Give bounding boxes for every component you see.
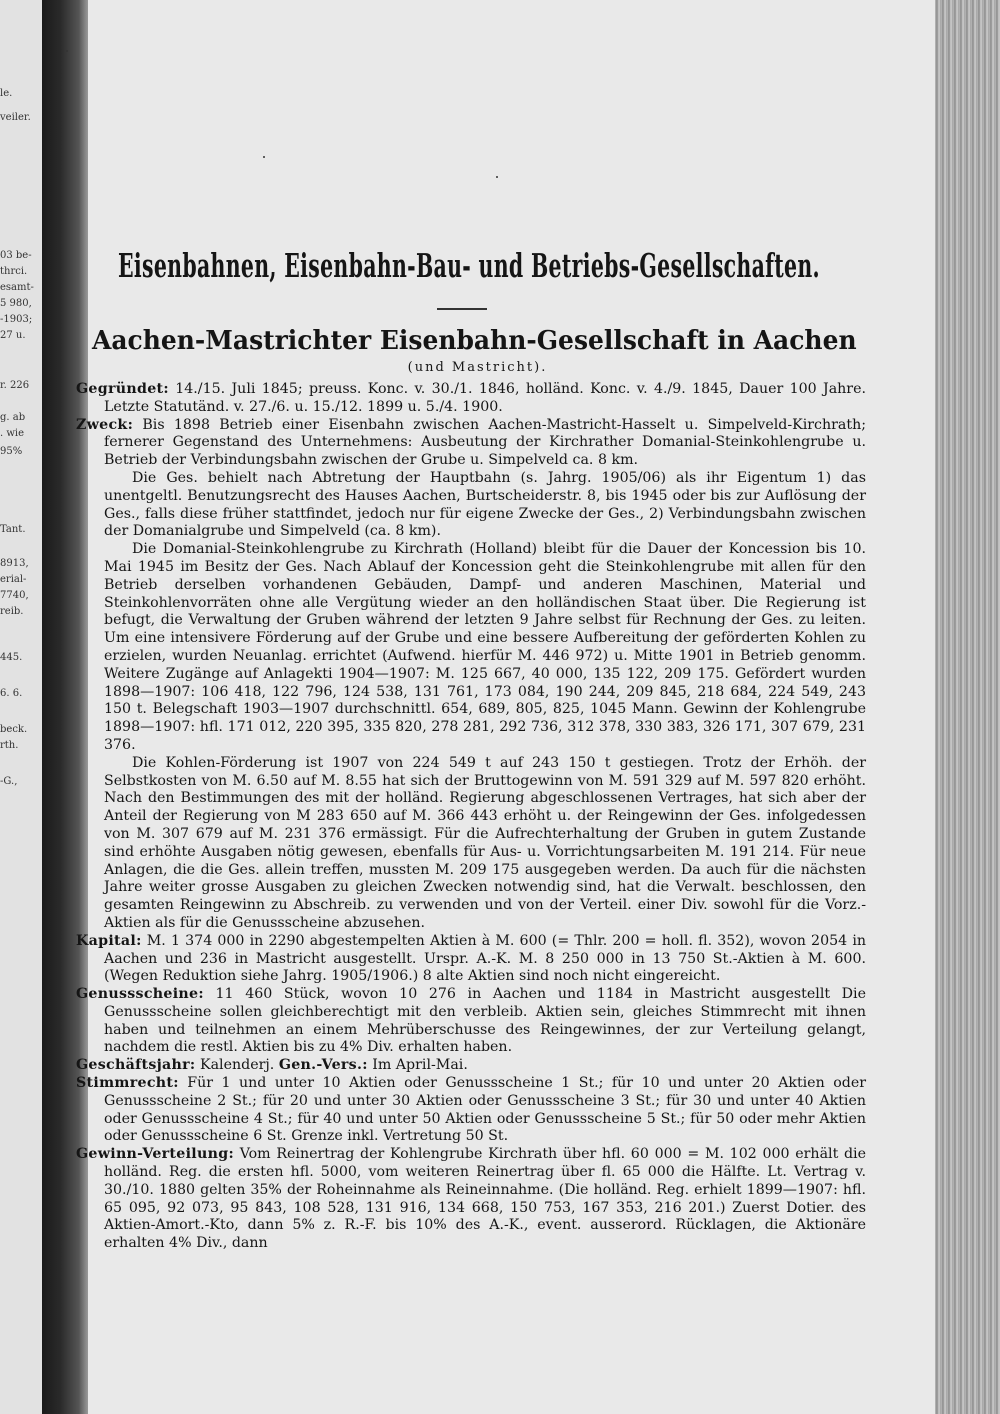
entry-paragraph xyxy=(76,1075,866,1146)
paragraph-label: Gen.-Vers.: xyxy=(278,1057,368,1074)
paragraph-label: Zweck: xyxy=(76,416,134,433)
paragraph-text: Die Kohlen-Förderung ist 1907 von 224 549 t auf 243 150 t gestiegen. Trotz der Erhöh. der Selbstkosten von M. 6.50 auf M. 8.55 hat sich der Bruttogewinn von M. 591 329 auf M. 597 820 erhöht. Nach den Bestimmungen des mit der holländ. Regierung abgeschlossenen Vertrages, hat sich aber der Anteil der Regierung von M 283 650 auf M. 366 443 erhöht u. der Reingewinn der Ges. infolgedessen von M. 307 679 auf M. 231 376 ermässigt. Für die Aufrechterhaltung der Gruben in gutem Zustande sind erhöhte Ausgaben nötig gewesen, ebenfalls für Aus- u. Vorrichtungsarbeiten M. 191 214. Für neue Anlagen, die die Ges. allein treffen, mussten M. 209 175 ausgegeben werden. Da auch für die nächsten Jahre weiter grosse Ausgaben zu gleichen Zwecken notwendig sind, hat die Verwalt. beschlossen, den gesamten Reingewinn zu Abschreib. zu verwenden und von der Verteil. einer Div. sowohl für die Vorz.-Aktien als für die Genussscheine abzusehen. xyxy=(104,754,866,931)
speck xyxy=(496,176,498,178)
entry-paragraph xyxy=(76,1146,866,1253)
page-edges xyxy=(935,0,1000,1414)
margin-fragment: Tant. xyxy=(0,524,26,535)
margin-fragment: 95% xyxy=(0,446,23,457)
paragraph-text: Die Ges. behielt nach Abtretung der Hauptbahn (s. Jahrg. 1905/06) als ihr Eigentum 1) das unentgeltl. Benutzungsrecht des Hauses Aachen, Burtscheiderstr. 8, bis 1945 oder bis zur Auflösung der Ges., falls diese früher stattfindet, jedoch nur für eigene Zwecke der Ges., 2) Verbindungsbahn zwischen der Domanialgrube und Simpelveld (ca. 8 km). xyxy=(104,469,866,540)
paragraph-text: Kalenderj. xyxy=(195,1057,279,1074)
company-subtitle: (und Mastricht). xyxy=(407,360,548,375)
margin-fragment: 03 be- xyxy=(0,250,32,261)
margin-fragment: esamt- xyxy=(0,282,34,293)
margin-fragment: beck. xyxy=(0,724,28,735)
company-title: Aachen-Mastrichter Eisenbahn-Gesellschaft in Aachen xyxy=(92,326,857,356)
paragraph-text: Im April-Mai. xyxy=(367,1057,468,1074)
paragraph-text: Die Domanial-Steinkohlengrube zu Kirchrath (Holland) bleibt für die Dauer der Koncession bis 10. Mai 1945 im Besitz der Ges. Nach Ablauf der Koncession geht die Steinkohlengrube mit allen für den Betrieb derselben vorhandenen Gebäuden, Dampf- und anderen Maschinen, Material und Steinkohlenvorräten ohne alle Vergütung wieder an den holländischen Staat über. Die Regierung ist befugt, die Verwaltung der Gruben während der letzten 9 Jahre selbst für Rechnung der Ges. zu leiten. Um eine intensivere Förderung auf der Grube und eine bessere Aufbereitung der geförderten Kohlen zu erzielen, wurden Neuanlag. errichtet (Aufwend. hierfür M. 446 972) u. Mitte 1901 in Betrieb genomm. Weitere Zugänge auf Anlagekti 1904—1907: M. 125 667, 40 000, 135 122, 209 175. Gefördert wurden 1898—1907: 106 418, 122 796, 124 538, 131 761, 173 084, 190 244, 209 845, 218 684, 224 549, 243 150 t. Belegschaft 1903—1907 durchschnittl. 654, 689, 805, 825, 1045 Mann. Gewinn der Kohlengrube 1898—1907: hfl. 171 012, 220 395, 335 820, 278 281, 292 736, 312 378, 330 383, 326 171, 307 679, 231 376. xyxy=(104,541,866,753)
margin-fragment: 27 u. xyxy=(0,330,26,341)
margin-fragment: -G., xyxy=(0,776,18,787)
entry-paragraph xyxy=(76,381,866,417)
paragraph-text: 14./15. Juli 1845; preuss. Konc. v. 30./1. 1846, holländ. Konc. v. 4./9. 1845, Dauer 100 Jahre. Letzte Statutänd. v. 27./6. u. 15./12. 1899 u. 5./4. 1900. xyxy=(104,381,866,415)
paragraph-text: Bis 1898 Betrieb einer Eisenbahn zwischen Aachen-Mastricht-Hasselt u. Simpelveld-Kirchrath; fernerer Gegenstand des Unternehmens: Ausbeutung der Kirchrather Domanial-Steinkohlengrube u. Betrieb der Verbindungsbahn zwischen der Grube u. Simpelveld ca. 8 km. xyxy=(104,416,866,469)
margin-fragment: . wie xyxy=(0,428,25,439)
entry-paragraph xyxy=(76,1057,866,1075)
section-heading: Eisenbahnen, Eisenbahn-Bau- und Betriebs-Gesellschaften. xyxy=(118,246,820,285)
margin-fragment: -1903; xyxy=(0,314,33,325)
paragraph-text: Für 1 und unter 10 Aktien oder Genussscheine 1 St.; für 10 und unter 20 Aktien oder Genussscheine 2 St.; für 20 und unter 30 Aktien oder Genussscheine 3 St.; für 30 und unter 40 Aktien oder Genussscheine 4 St.; für 40 und unter 50 Aktien oder Genussscheine 5 St.; für 50 oder mehr Aktien oder Genussscheine 6 St. Grenze inkl. Vertretung 50 St. xyxy=(104,1075,866,1145)
margin-fragment: 8913, xyxy=(0,558,29,569)
paragraph-label: Geschäftsjahr: xyxy=(76,1057,196,1074)
margin-fragment: thrci. xyxy=(0,266,28,277)
margin-fragment: 445. xyxy=(0,652,23,663)
margin-fragment: erial- xyxy=(0,574,27,585)
paragraph-label: Gegründet: xyxy=(76,381,169,397)
entry-paragraph xyxy=(76,986,866,1057)
entry-paragraph xyxy=(76,933,866,986)
heading-rule xyxy=(437,308,487,310)
margin-fragment: g. ab xyxy=(0,412,26,423)
speck xyxy=(263,156,265,158)
paragraph-label: Kapital: xyxy=(76,932,142,949)
margin-fragment: veiler. xyxy=(0,112,31,123)
facing-page-margin xyxy=(0,0,42,1414)
margin-fragment: 5 980, xyxy=(0,298,32,309)
entry-paragraph xyxy=(76,755,866,933)
margin-fragment: le. xyxy=(0,88,13,99)
margin-fragment: 7740, xyxy=(0,590,29,601)
paragraph-text: Vom Reinertrag der Kohlengrube Kirchrath über hfl. 60 000 = M. 102 000 erhält die holländ. Reg. die ersten hfl. 5000, vom weiteren Reinertrag über fl. 65 000 die Hälfte. Lt. Vertrag v. 30./10. 1880 gelten 35% der Roheinnahme als Reineinnahme. (Die holländ. Reg. erhielt 1899—1907: hfl. 65 095, 92 073, 95 843, 108 528, 131 916, 134 668, 150 753, 167 353, 216 201.) Zuerst Dotier. des Aktien-Amort.-Kto, dann 5% z. R.-F. bis 10% des A.-K., event. ausserord. Rücklagen, die Aktionäre erhalten 4% Div., dann xyxy=(104,1146,866,1252)
margin-fragment: reib. xyxy=(0,606,24,617)
entry-body xyxy=(76,381,866,1253)
entry-paragraph xyxy=(76,417,866,470)
entry-paragraph xyxy=(76,470,866,541)
paragraph-label: Genussscheine: xyxy=(76,986,204,1003)
margin-fragment: rth. xyxy=(0,740,19,751)
margin-fragment: 6. 6. xyxy=(0,688,23,699)
entry-paragraph xyxy=(76,541,866,755)
speck xyxy=(66,50,68,52)
margin-fragment: r. 226 xyxy=(0,380,30,391)
paragraph-text: 11 460 Stück, wovon 10 276 in Aachen und 1184 in Mastricht ausgestellt Die Genussscheine sollen gleichberechtigt mit den verbleib. Aktien sein, gleiches Stimmrecht mit ihnen haben und teilnehmen an einem Mehrüberschusse des Reingewinnes, der zur Verteilung gelangt, nachdem die restl. Aktien bis zu 4% Div. erhalten haben. xyxy=(104,986,866,1056)
paragraph-label: Stimmrecht: xyxy=(76,1075,179,1092)
paragraph-label: Gewinn-Verteilung: xyxy=(76,1146,234,1163)
paragraph-text: M. 1 374 000 in 2290 abgestempelten Aktien à M. 600 (= Thlr. 200 = holl. fl. 352), wovon 2054 in Aachen und 236 in Mastricht ausgestellt. Urspr. A.-K. M. 8 250 000 in 13 750 St.-Aktien à M. 600. (Wegen Reduktion siehe Jahrg. 1905/1906.) 8 alte Aktien sind noch nicht eingereicht. xyxy=(104,932,866,985)
